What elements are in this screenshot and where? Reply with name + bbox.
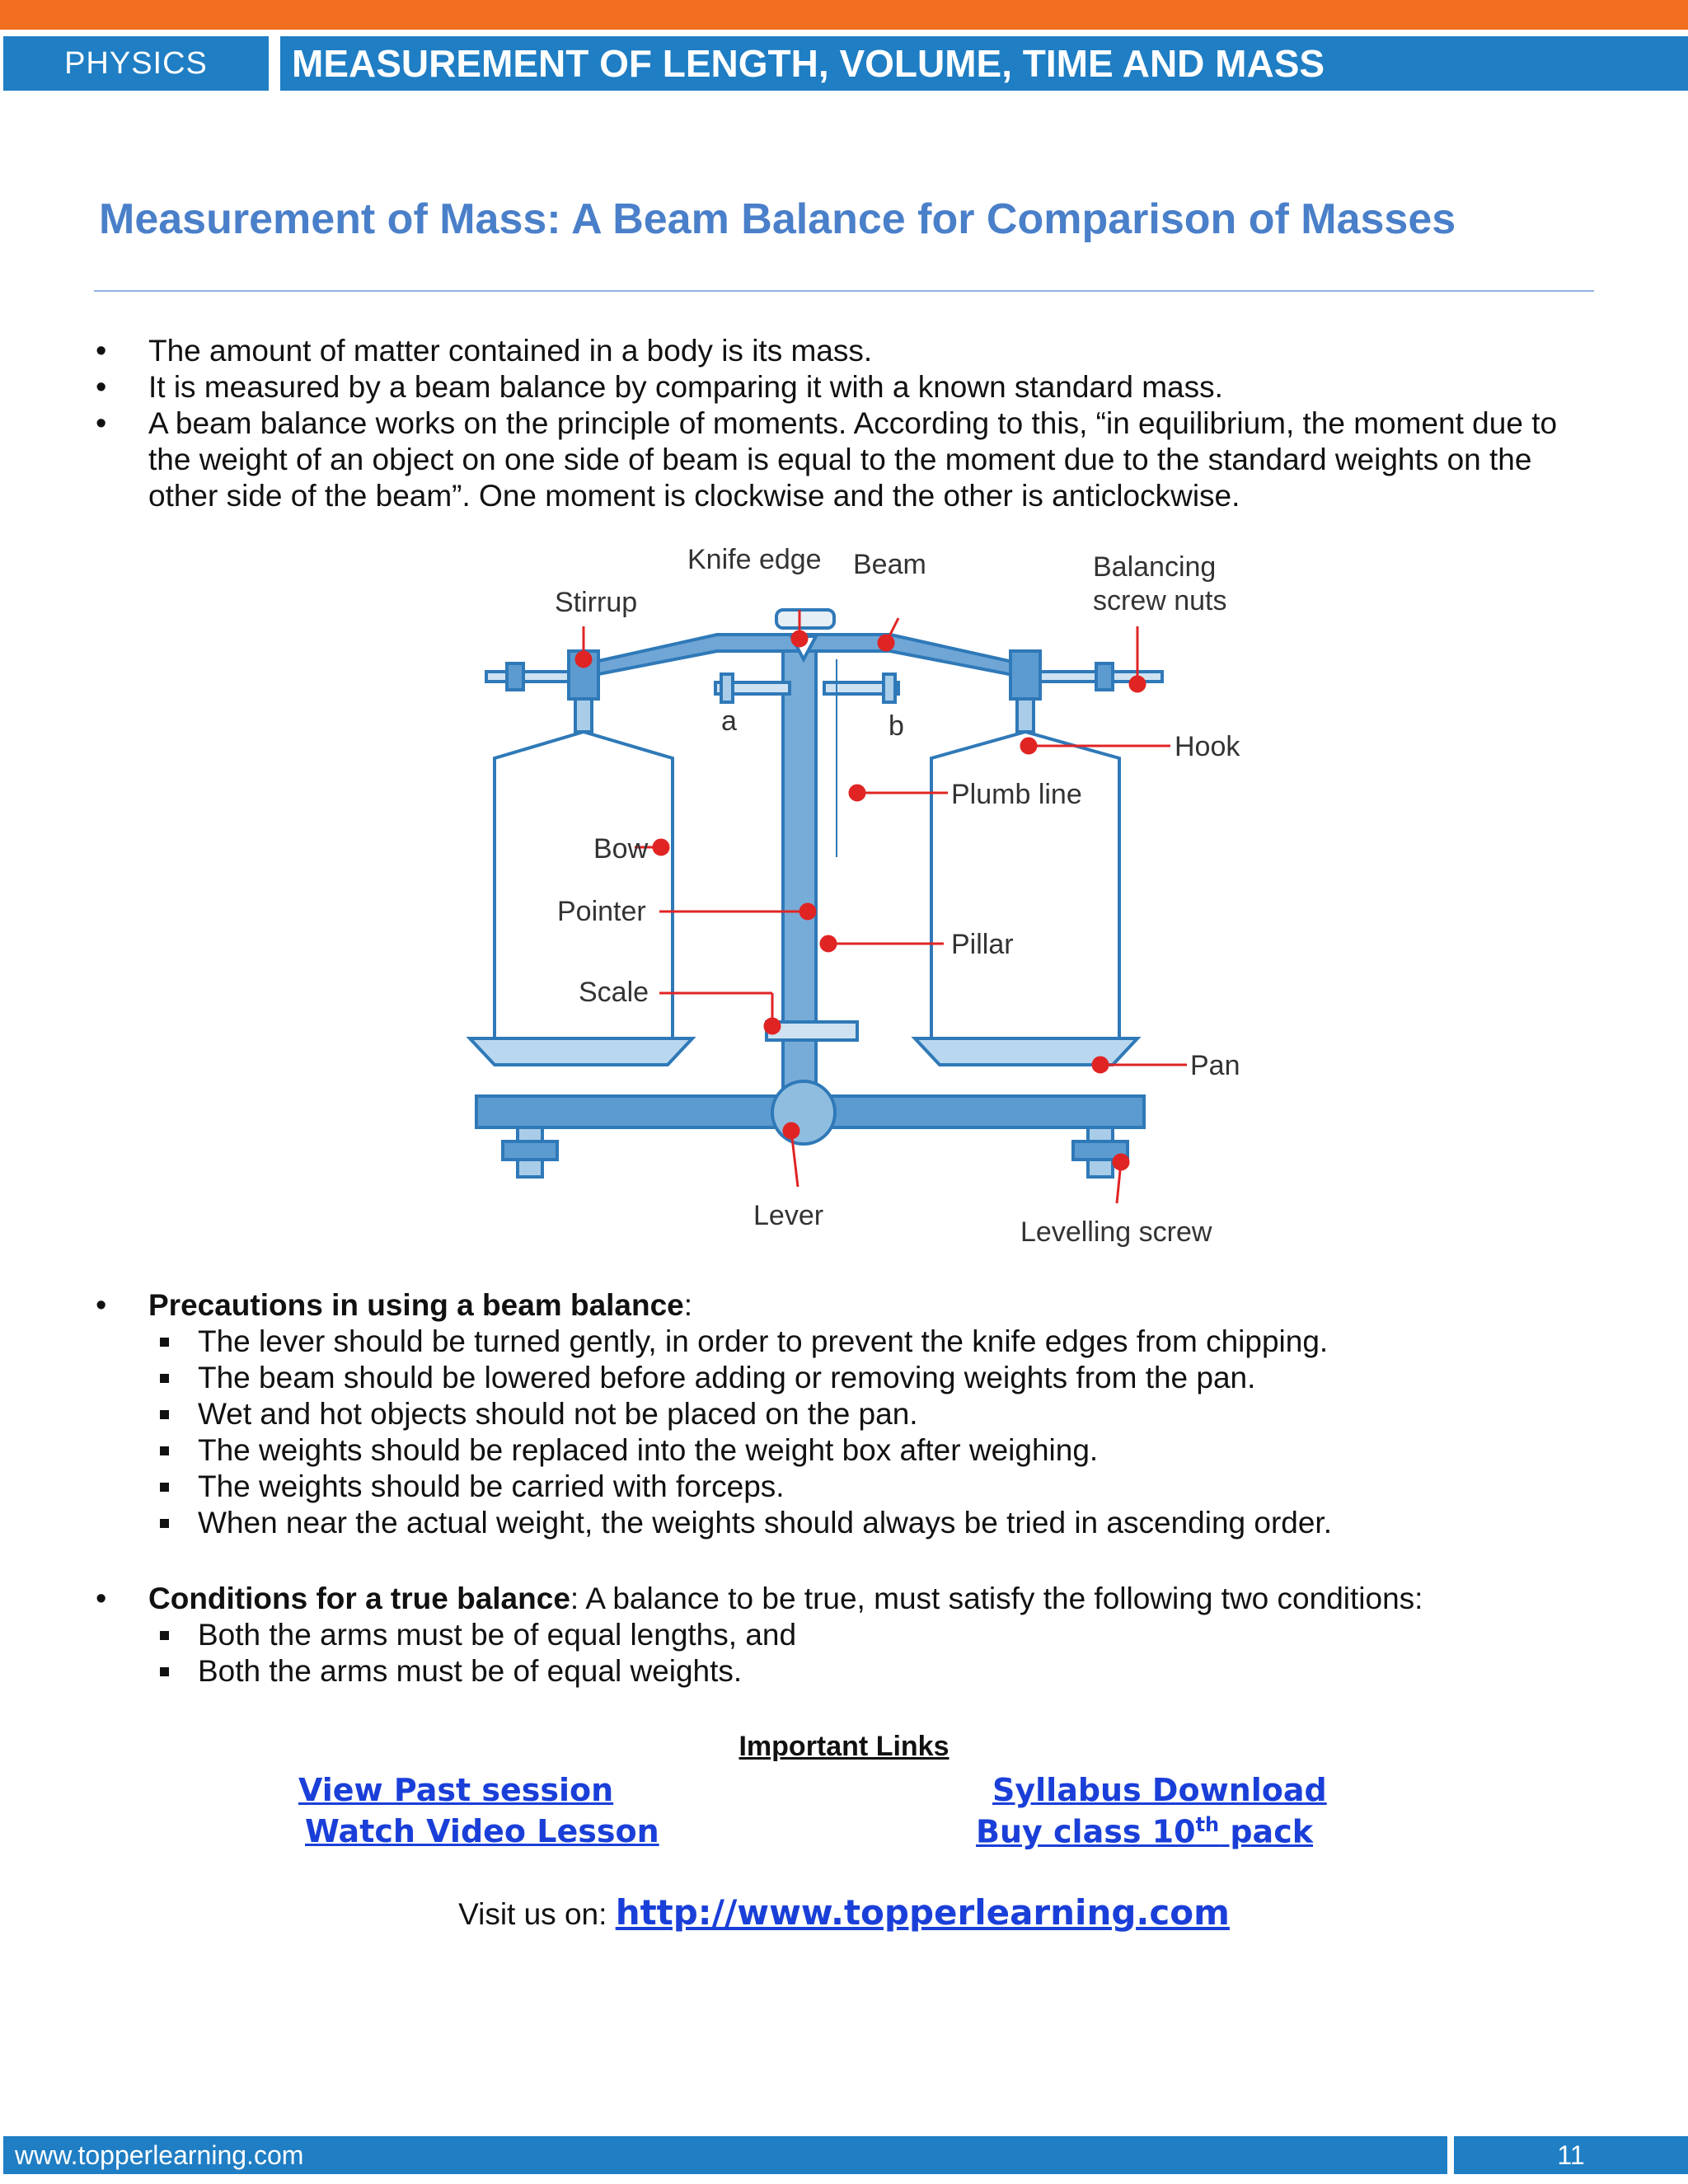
precautions-section [92, 1287, 1601, 1541]
label-pan: Pan [1190, 1050, 1240, 1081]
conditions-item [92, 1581, 1601, 1690]
beam-balance-diagram [445, 544, 1278, 1253]
precautions-heading: Precautions in using a beam balance [148, 1288, 684, 1322]
conditions-list [148, 1617, 1601, 1690]
label-lever: Lever [753, 1200, 824, 1231]
label-b: b [889, 710, 904, 742]
page-title: Measurement of Mass: A Beam Balance for Comparison of Masses [99, 195, 1456, 243]
precautions-colon: : [683, 1288, 693, 1322]
label-bow: Bow [593, 833, 649, 865]
label-levelling-screw: Levelling screw [1020, 1216, 1212, 1248]
label-a: a [721, 705, 737, 737]
list-item: The weights should be replaced into the weight box after weighing. [148, 1432, 1601, 1469]
precautions-list [148, 1324, 1601, 1541]
precautions-item [92, 1287, 1601, 1541]
website-link[interactable]: http://www.topperlearning.com [615, 1892, 1230, 1933]
label-pillar: Pillar [951, 929, 1014, 960]
buy-suffix: pack [1219, 1813, 1313, 1850]
list-item: • The amount of matter contained in a body is its mass. [92, 333, 1601, 369]
intro-list [92, 333, 1601, 514]
list-item: Wet and hot objects should not be placed on the pan. [148, 1396, 1601, 1432]
label-scale: Scale [579, 977, 649, 1008]
list-item: When near the actual weight, the weights should always be tried in ascending order. [148, 1505, 1601, 1541]
watch-video-lesson-link[interactable]: Watch Video Lesson [305, 1813, 659, 1849]
list-item: The lever should be turned gently, in order to prevent the knife edges from chipping. [148, 1324, 1601, 1360]
label-beam: Beam [853, 549, 926, 580]
conditions-intro: : A balance to be true, must satisfy the following two conditions: [570, 1582, 1423, 1615]
visit-label: Visit us on: [458, 1897, 616, 1931]
label-balancing-1: Balancing [1093, 551, 1217, 583]
footer-site: www.topperlearning.com [3, 2136, 1447, 2174]
list-item: • A beam balance works on the principle of moments. According to this, “in equilibrium, the moment due to the weight of an object on one side of beam is equal to the moment due to the standard weights on the other side of the beam”. One moment is clockwise and the other is anticlockwise. [92, 405, 1601, 514]
buy-prefix: Buy class 10 [976, 1813, 1196, 1850]
buy-sup: th [1195, 1813, 1220, 1836]
buy-class-pack-link[interactable] [976, 1813, 1313, 1850]
list-item: The beam should be lowered before adding or removing weights from the pan. [148, 1360, 1601, 1396]
label-stirrup: Stirrup [555, 587, 638, 618]
label-hook: Hook [1175, 731, 1240, 762]
label-knife-edge: Knife edge [687, 544, 822, 575]
list-item: • It is measured by a beam balance by comparing it with a known standard mass. [92, 369, 1601, 405]
subject-label: PHYSICS [3, 36, 269, 91]
balance-drawing [470, 610, 1162, 1177]
list-item: Both the arms must be of equal lengths, and [148, 1617, 1601, 1653]
page-number: 11 [1454, 2136, 1688, 2174]
title-divider [94, 290, 1594, 292]
list-item: Both the arms must be of equal weights. [148, 1653, 1601, 1690]
view-past-session-link[interactable]: View Past session [298, 1772, 614, 1808]
top-accent-bar [0, 0, 1688, 30]
list-item: The weights should be carried with forceps. [148, 1469, 1601, 1505]
label-plumb-line: Plumb line [951, 779, 1082, 810]
conditions-section [92, 1581, 1601, 1690]
conditions-heading: Conditions for a true balance [148, 1582, 570, 1615]
important-links-title: Important Links [738, 1731, 950, 1762]
visit-line [0, 1892, 1688, 1933]
syllabus-download-link[interactable]: Syllabus Download [992, 1772, 1327, 1808]
label-pointer: Pointer [557, 896, 646, 927]
label-balancing-2: screw nuts [1093, 585, 1227, 616]
chapter-title: MEASUREMENT OF LENGTH, VOLUME, TIME AND MASS [280, 36, 1688, 91]
